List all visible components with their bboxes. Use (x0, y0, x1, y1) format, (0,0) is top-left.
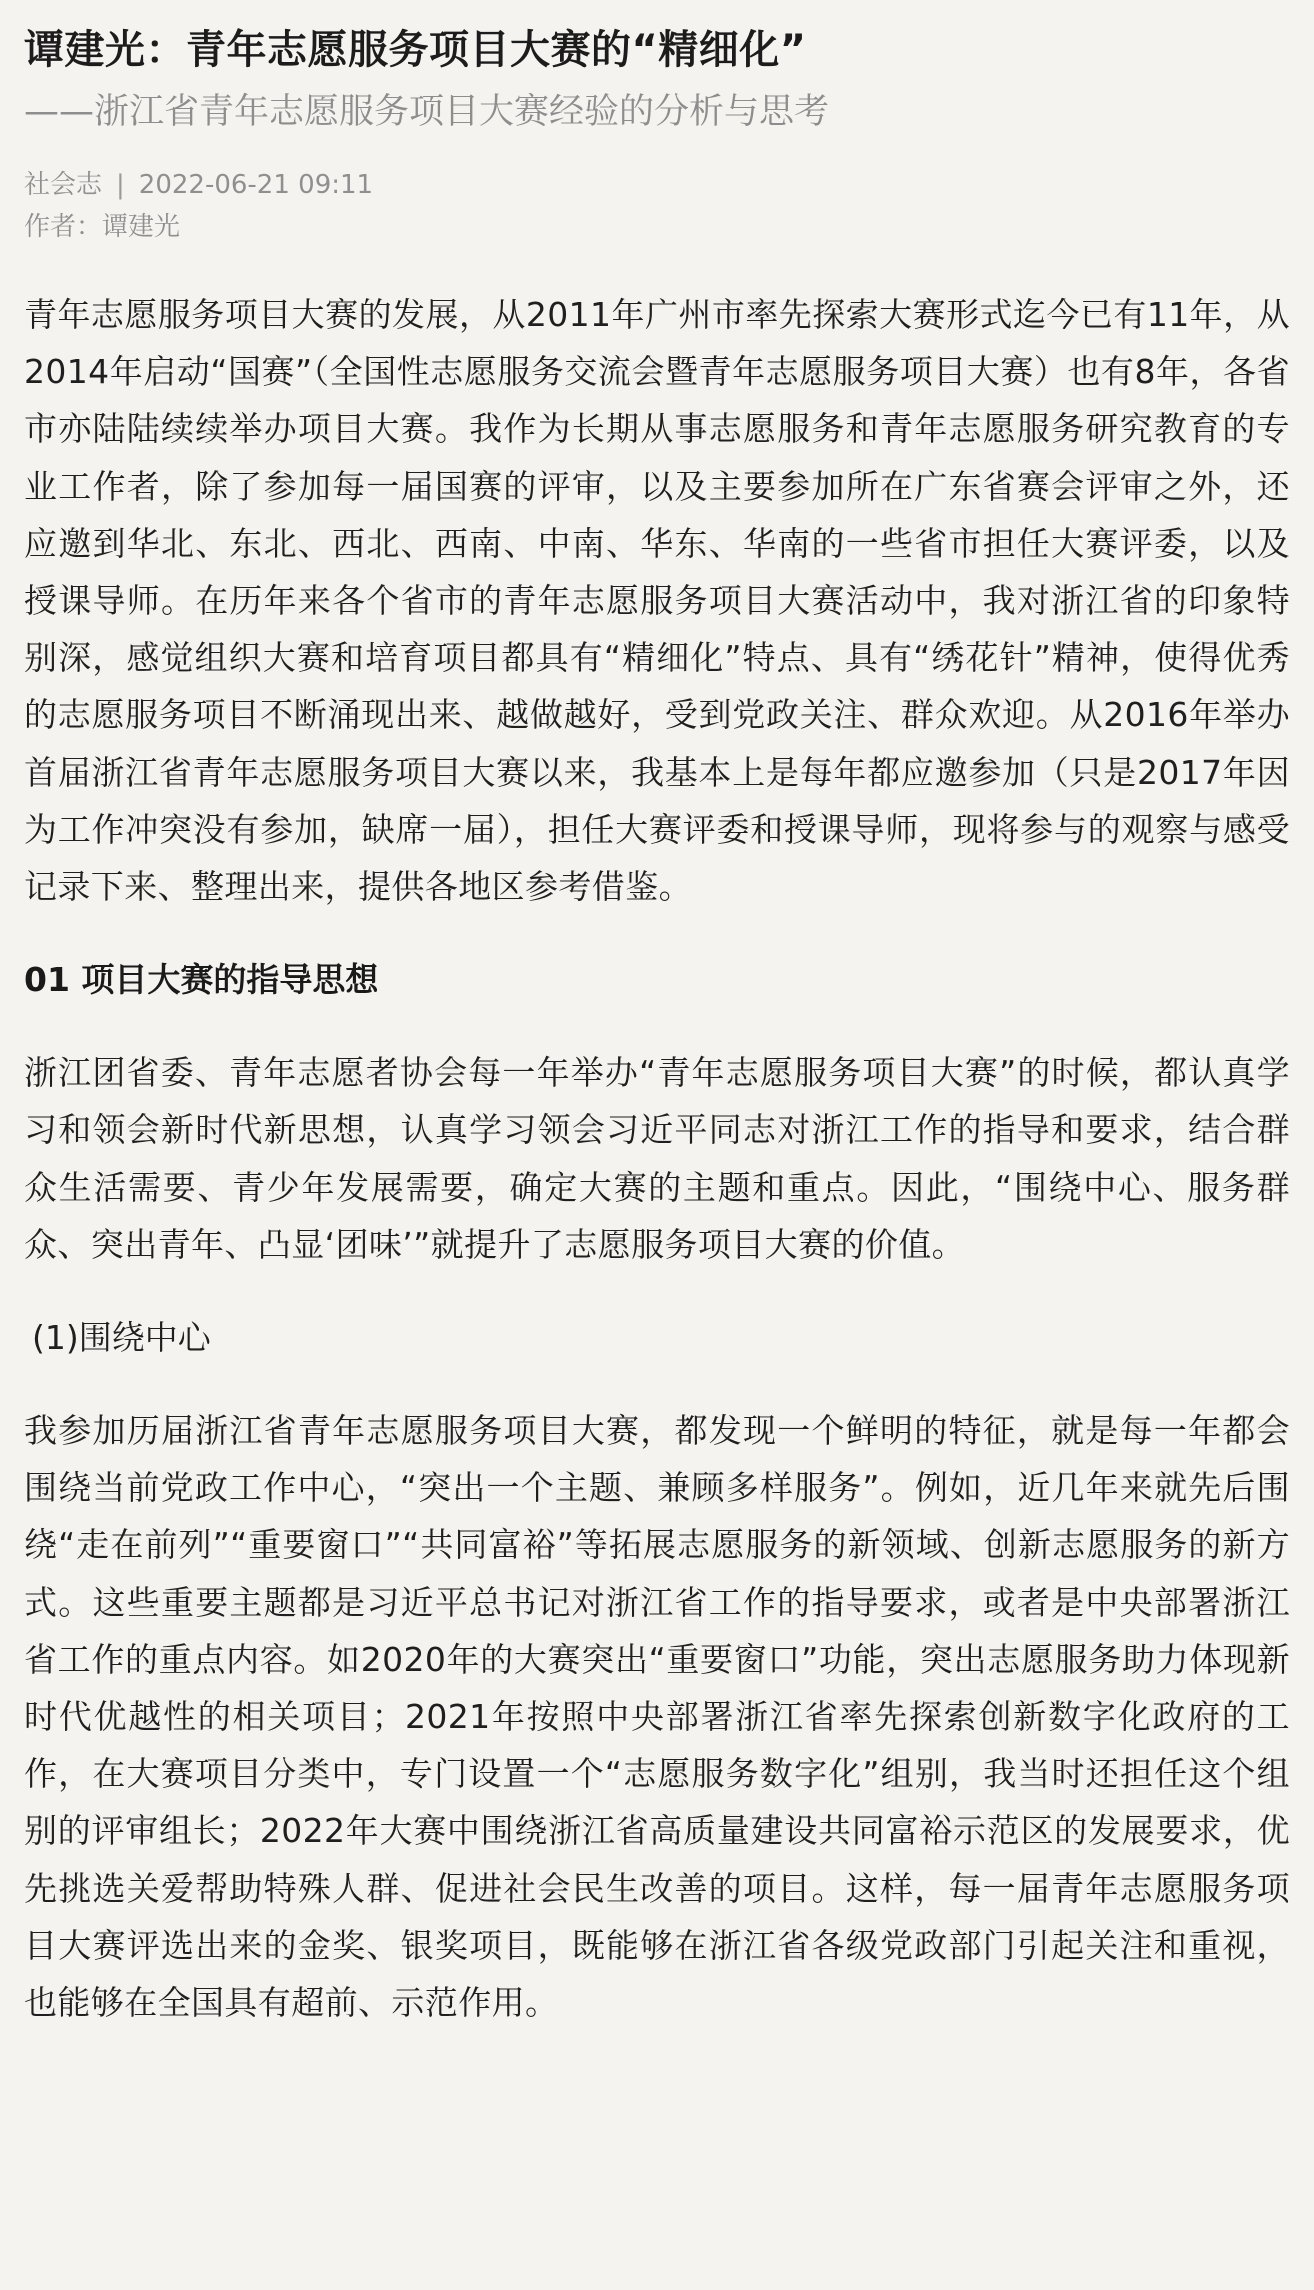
article-title: 谭建光：青年志愿服务项目大赛的“精细化” (24, 27, 807, 73)
paragraph-around-center: 我参加历届浙江省青年志愿服务项目大赛，都发现一个鲜明的特征，就是每一年都会围绕当前党政工作中心，“突出一个主题、兼顾多样服务”。例如，近几年来就先后围绕“走在前列”“重要窗口”“共同富裕”等拓展志愿服务的新领域、创新志愿服务的新方式。这些重要主题都是习近平总书记对浙江省工作的指导要求，或者是中央部署浙江省工作的重点内容。如2020年的大赛突出“重要窗口”功能，突出志愿服务助力体现新时代优越性的相关项目；2021年按照中央部署浙江省率先探索创新数字化政府的工作，在大赛项目分类中，专门设置一个“志愿服务数字化”组别，我当时还担任这个组别的评审组长；2022年大赛中围绕浙江省高质量建设共同富裕示范区的发展要求，优先挑选关爱帮助特殊人群、促进社会民生改善的项目。这样，每一届青年志愿服务项目大赛评选出来的金奖、银奖项目，既能够在浙江省各级党政部门引起关注和重视，也能够在全国具有超前、示范作用。 (24, 1411, 1290, 2023)
source-name[interactable]: 社会志 (24, 170, 103, 200)
article-body (24, 286, 1290, 2031)
subsection-heading: (1)围绕中心 (32, 1318, 211, 1358)
paragraph-guiding-thought: 浙江团省委、青年志愿者协会每一年举办“青年志愿服务项目大赛”的时候，都认真学习和领会新时代新思想，认真学习领会习近平同志对浙江工作的指导和要求，结合群众生活需要、青少年发展需要，确定大赛的主题和重点。因此，“围绕中心、服务群众、突出青年、凸显‘团味’”就提升了志愿服务项目大赛的价值。 (24, 1053, 1290, 1264)
article-subtitle: ——浙江省青年志愿服务项目大赛经验的分析与思考 (24, 92, 830, 132)
paragraph-intro: 青年志愿服务项目大赛的发展，从2011年广州市率先探索大赛形式迄今已有11年，从2014年启动“国赛”（全国性志愿服务交流会暨青年志愿服务项目大赛）也有8年，各省市亦陆陆续续举办项目大赛。我作为长期从事志愿服务和青年志愿服务研究教育的专业工作者，除了参加每一届国赛的评审，以及主要参加所在广东省赛会评审之外，还应邀到华北、东北、西北、西南、中南、华东、华南的一些省市担任大赛评委，以及授课导师。在历年来各个省市的青年志愿服务项目大赛活动中，我对浙江省的印象特别深，感觉组织大赛和培育项目都具有“精细化”特点、具有“绣花针”精神，使得优秀的志愿服务项目不断涌现出来、越做越好，受到党政关注、群众欢迎。从2016年举办首届浙江省青年志愿服务项目大赛以来，我基本上是每年都应邀参加（只是2017年因为工作冲突没有参加，缺席一届），担任大赛评委和授课导师，现将参与的观察与感受记录下来、整理出来，提供各地区参考借鉴。 (24, 295, 1290, 907)
article-meta (24, 164, 1290, 248)
meta-separator: | (116, 170, 125, 200)
publish-datetime: 2022-06-21 09:11 (138, 170, 374, 200)
section-heading: 01 项目大赛的指导思想 (24, 960, 379, 1000)
author-line: 作者：谭建光 (24, 212, 181, 242)
meta-source-line (24, 164, 1290, 206)
